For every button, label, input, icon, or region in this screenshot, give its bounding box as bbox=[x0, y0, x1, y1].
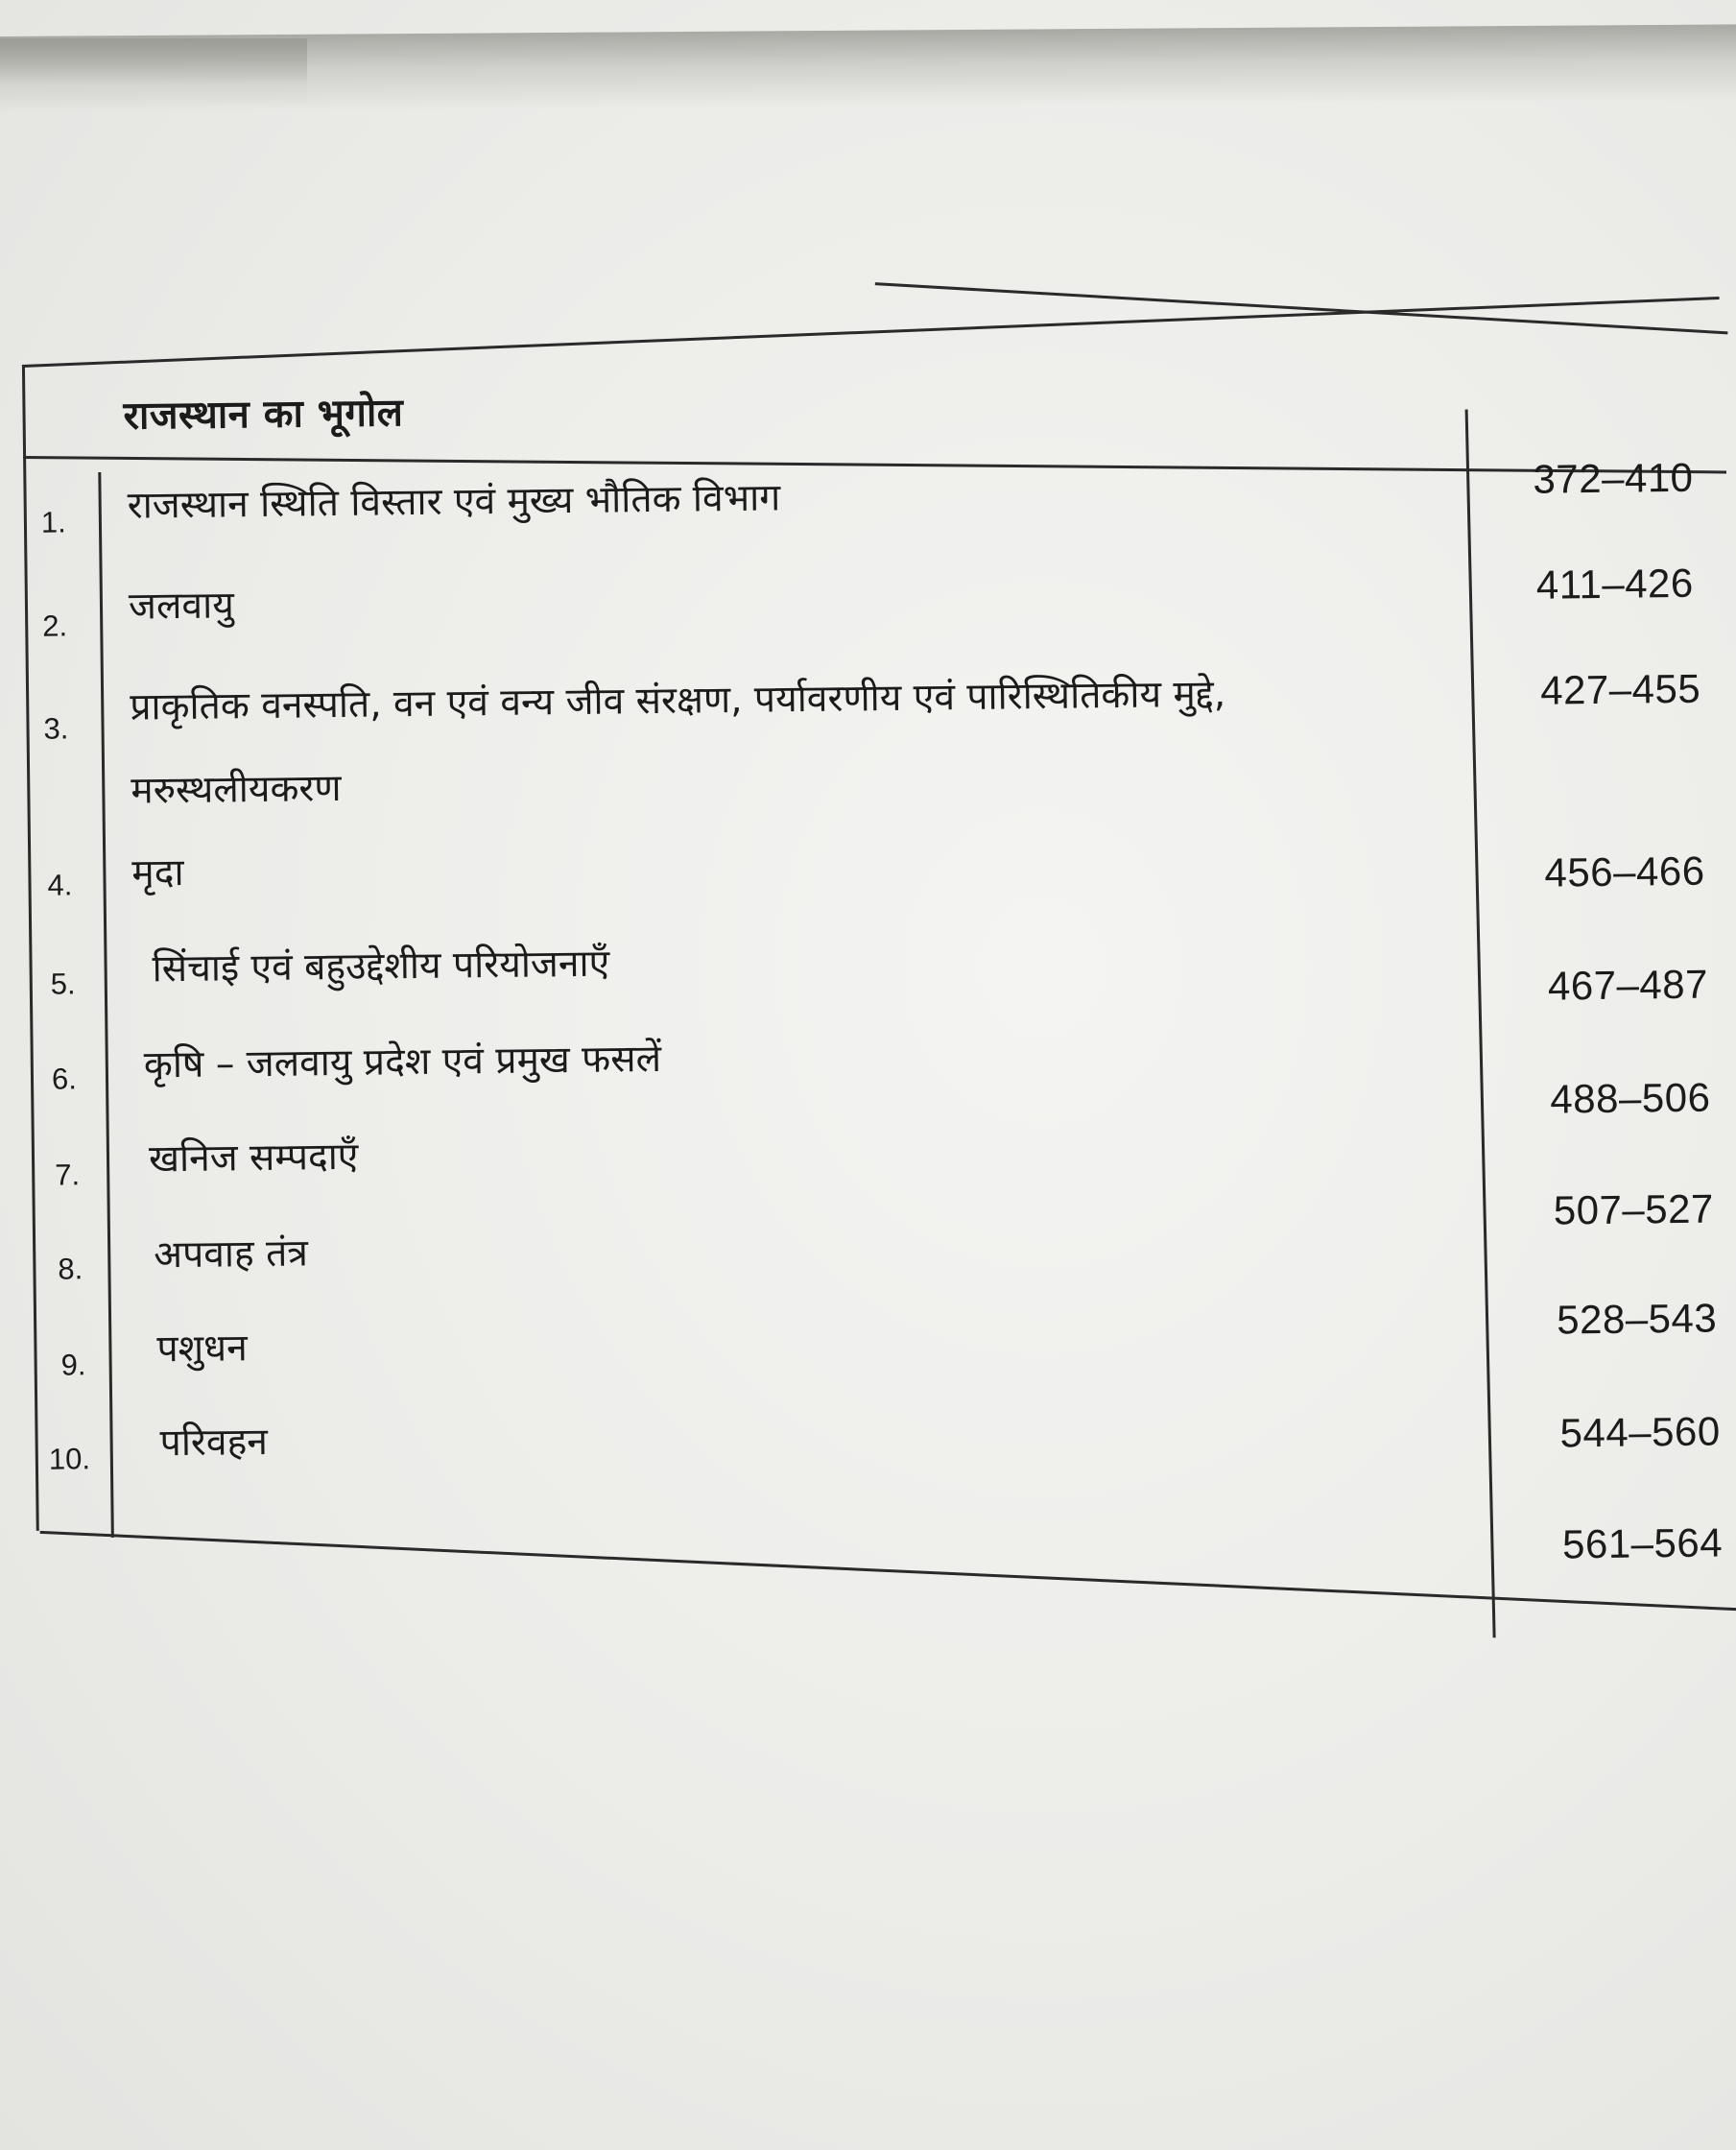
row-title: परिवहन bbox=[159, 1420, 269, 1466]
row-pages: 544–560 bbox=[1559, 1408, 1721, 1456]
row-pages: 427–455 bbox=[1539, 665, 1701, 713]
row-title: पशुधन bbox=[156, 1326, 249, 1372]
box-top-border-left bbox=[22, 297, 1720, 368]
row-title: अपवाह तंत्र bbox=[153, 1231, 309, 1278]
row-number: 10. bbox=[48, 1442, 91, 1476]
row-title: खनिज सम्पदाएँ bbox=[148, 1135, 359, 1182]
row-pages: 411–426 bbox=[1535, 560, 1695, 608]
page-column-divider bbox=[1465, 410, 1496, 1638]
row-number: 8. bbox=[58, 1252, 83, 1286]
row-number: 1. bbox=[40, 505, 66, 539]
row-title: सिंचाई एवं बहुउद्देशीय परियोजनाएँ bbox=[152, 942, 610, 991]
row-title: कृषि – जलवायु प्रदेश एवं प्रमुख फसलें bbox=[143, 1037, 662, 1087]
row-number: 3. bbox=[43, 711, 69, 746]
facing-page-edge bbox=[0, 38, 307, 106]
row-number: 6. bbox=[51, 1062, 78, 1096]
row-title-continued: मरुस्थलीयकरण bbox=[131, 766, 342, 813]
row-pages: 467–487 bbox=[1547, 961, 1709, 1009]
row-pages: 507–527 bbox=[1553, 1185, 1715, 1233]
row-title: राजस्थान स्थिति विस्तार एवं मुख्य भौतिक विभाग bbox=[127, 476, 781, 528]
table-of-contents-box bbox=[21, 272, 1736, 1646]
row-pages: 561–564 bbox=[1561, 1519, 1724, 1567]
row-title: जलवायु bbox=[128, 584, 235, 629]
row-pages: 372–410 bbox=[1533, 454, 1694, 502]
section-title: राजस्थान का भूगोल bbox=[123, 391, 404, 439]
box-bottom-border bbox=[40, 1531, 1736, 1612]
row-number: 7. bbox=[55, 1158, 81, 1192]
row-title: मृदा bbox=[131, 850, 184, 896]
row-number: 2. bbox=[42, 609, 68, 643]
row-pages: 456–466 bbox=[1544, 848, 1705, 896]
row-title: प्राकृतिक वनस्पति, वन एवं वन्य जीव संरक्षण, पर्यावरणीय एवं पारिस्थितिकीय मुद्दे, bbox=[130, 672, 1226, 729]
row-pages: 528–543 bbox=[1556, 1295, 1718, 1343]
row-number: 9. bbox=[60, 1348, 86, 1382]
row-number: 5. bbox=[50, 967, 76, 1001]
row-pages: 488–506 bbox=[1550, 1074, 1711, 1122]
row-number: 4. bbox=[47, 868, 73, 902]
